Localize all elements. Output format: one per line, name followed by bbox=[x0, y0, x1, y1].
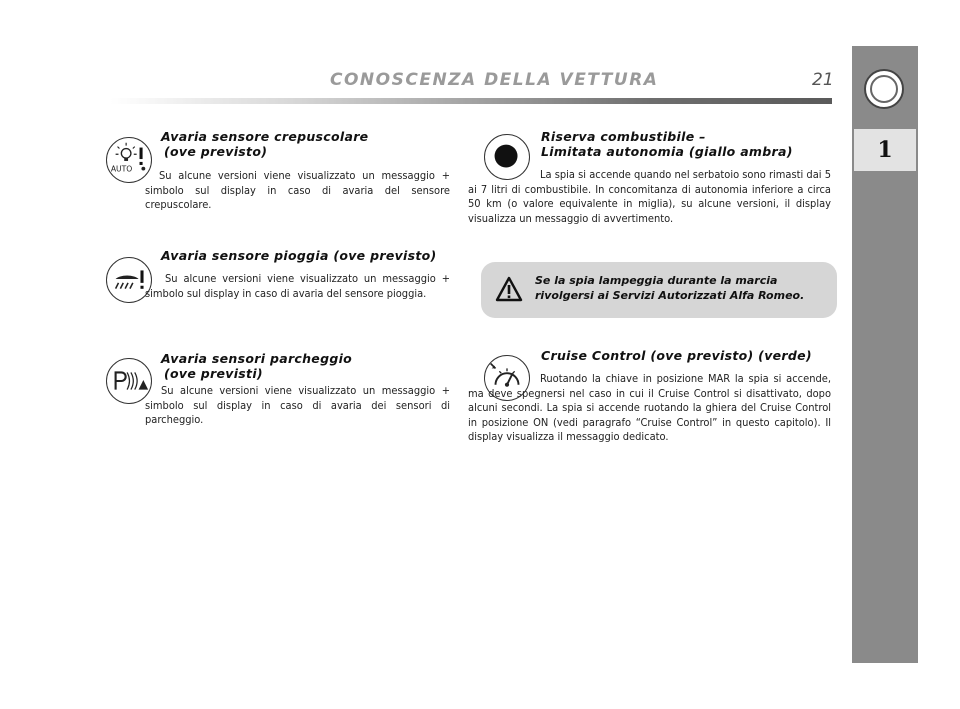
warning-note-box bbox=[481, 262, 837, 318]
parcheggio-text: Su alcune versioni viene visualizzato un messaggio + simbolo sul display in caso di avaria dei sensori di parcheggio. bbox=[145, 384, 450, 426]
parcheggio-heading: Avaria sensori parcheggio (ove previsti) bbox=[161, 351, 353, 381]
page-header-title: CONOSCENZA DELLA VETTURA bbox=[330, 70, 659, 90]
cruise-text: Ruotando la chiave in posizione MAR la spia si accende, ma deve spegnersi nel caso in cui il Cruise Control si disattivato, dopo alcuni secondi. La spia si accende ruotando la ghiera del Cruise Control in posizione ON (vedi paragrafo “Cruise Control” in questo capitolo). Il display visualizza il messaggio dedicato. bbox=[468, 372, 831, 443]
warning-triangle-icon bbox=[495, 276, 523, 302]
crepuscolare-text: Su alcune versioni viene visualizzato un messaggio + simbolo sul display in caso di avaria del sensore crepuscolare. bbox=[145, 169, 450, 211]
page-number: 21 bbox=[812, 70, 834, 90]
chapter-tab: 1 bbox=[854, 129, 916, 171]
pioggia-text: Su alcune versioni viene visualizzato un messaggio + simbolo sul display in caso di avaria del sensore pioggia. bbox=[145, 272, 450, 300]
cruise-heading: Cruise Control (ove previsto) (verde) bbox=[541, 348, 812, 363]
combustibile-heading: Riserva combustibile – Limitata autonomia (giallo ambra) bbox=[541, 129, 793, 159]
auto-label: AUTO bbox=[110, 164, 133, 174]
alfa-romeo-logo-icon bbox=[864, 69, 904, 109]
combustibile-text: La spia si accende quando nel serbatoio sono rimasti dai 5 ai 7 litri di combustibile. In concomitanza di autonomia inferiore a circa 50 km (o valore equivalente in miglia), su alcune versioni, il display visualizza un messaggio di avvertimento. bbox=[468, 168, 831, 225]
crepuscolare-heading: Avaria sensore crepuscolare (ove previsto) bbox=[161, 129, 369, 159]
header-divider bbox=[110, 98, 832, 104]
pioggia-heading: Avaria sensore pioggia (ove previsto) bbox=[161, 248, 437, 263]
warning-note-text: Se la spia lampeggia durante la marcia rivolgersi ai Servizi Autorizzati Alfa Romeo. bbox=[535, 274, 805, 302]
